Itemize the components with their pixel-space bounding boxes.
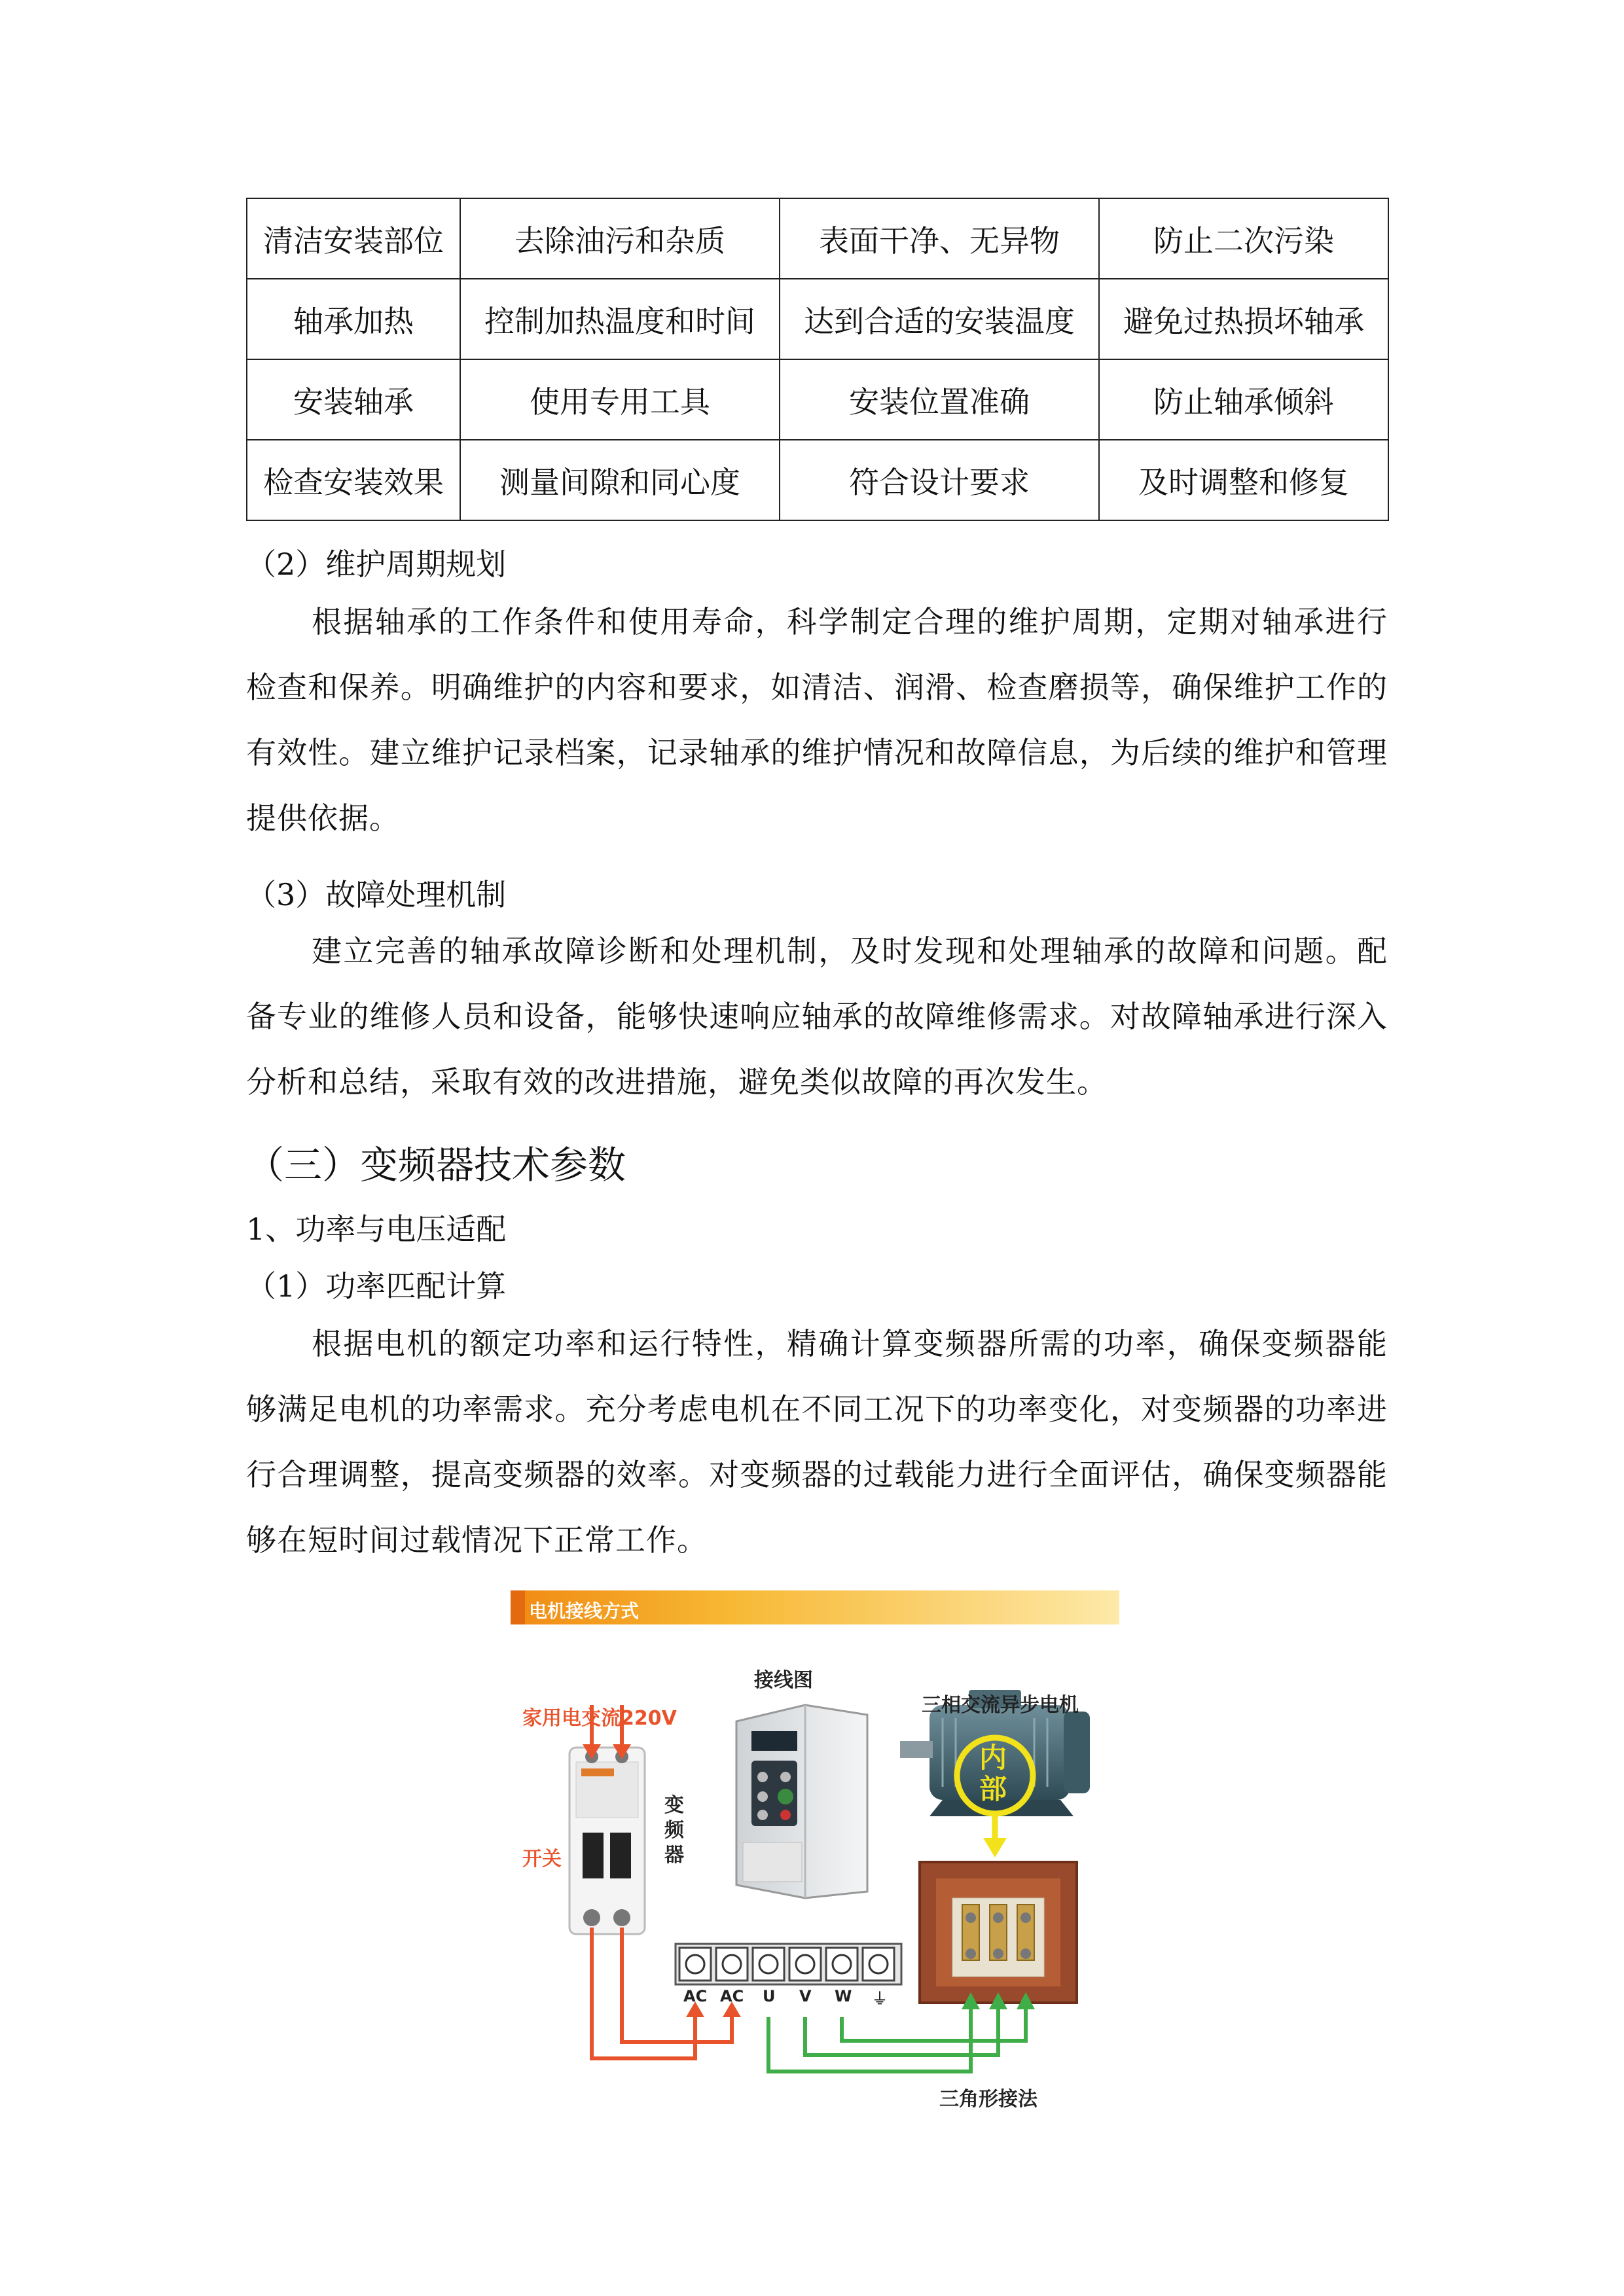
paragraph-power-matching: 根据电机的额定功率和运行特性，精确计算变频器所需的功率，确保变频器能够满足电机的功率需求。充分考虑电机在不同工况下的功率变化，对变频器的功率进行合理调整，提高变频器的效率。对变频器的过载能力进行全面评估，确保变频器能够在短时间过载情况下正常工作。 (246, 1326, 1388, 1558)
table-cell: 安装位置准确 (780, 359, 1099, 440)
motor-terminal-box-drawing (920, 1862, 1077, 2003)
table-cell: 及时调整和修复 (1099, 440, 1388, 520)
table-cell: 检查安装效果 (247, 440, 460, 520)
table-cell: 使用专用工具 (460, 359, 780, 440)
inverter-label: 变频器 (664, 1794, 684, 1867)
terminal-label-w: W (835, 1987, 852, 2005)
delta-connection-label: 三角形接法 (939, 2088, 1038, 2111)
table-row (247, 359, 1388, 440)
table-cell: 防止轴承倾斜 (1099, 359, 1388, 440)
bearing-install-table (246, 198, 1389, 521)
switch-label: 开关 (522, 1848, 562, 1871)
table-cell: 轴承加热 (247, 279, 460, 359)
table-row (247, 198, 1388, 279)
chapter-title: （三）变频器技术参数 (246, 1143, 626, 1187)
table-cell: 清洁安装部位 (247, 198, 460, 279)
terminal-label-v: V (799, 1987, 812, 2005)
motor-output-wires (768, 2003, 1026, 2072)
table-cell: 达到合适的安装温度 (780, 279, 1099, 359)
terminal-label-ac2: AC (720, 1987, 744, 2005)
table-cell: 防止二次污染 (1099, 198, 1388, 279)
table-row (247, 440, 1388, 520)
terminal-label-u: U (763, 1987, 776, 2005)
subheading-power-matching: （1）功率匹配计算 (246, 1268, 507, 1304)
table-row (247, 279, 1388, 359)
section-heading-fault-handling: （3）故障处理机制 (246, 877, 507, 912)
subheading-power-voltage: 1、功率与电压适配 (246, 1211, 507, 1247)
table-cell: 控制加热温度和时间 (460, 279, 780, 359)
wiring-diagram-label: 接线图 (754, 1669, 813, 1692)
table-cell: 避免过热损坏轴承 (1099, 279, 1388, 359)
ground-icon: ⏚ (872, 1990, 888, 2008)
table-cell: 符合设计要求 (780, 440, 1099, 520)
table-cell: 测量间隙和同心度 (460, 440, 780, 520)
supply-voltage-label: 家用电交流220V (522, 1707, 677, 1730)
inside-label: 内部 (979, 1742, 1007, 1805)
motor-label: 三相交流异步电机 (922, 1694, 1079, 1717)
table-cell: 表面干净、无异物 (780, 198, 1099, 279)
table-cell: 去除油污和杂质 (460, 198, 780, 279)
paragraph-fault-handling: 建立完善的轴承故障诊断和处理机制，及时发现和处理轴承的故障和问题。配备专业的维修人员和设备，能够快速响应轴承的故障维修需求。对故障轴承进行深入分析和总结，采取有效的改进措施，避免类似故障的再次发生。 (246, 933, 1388, 1100)
figure-banner-title: 电机接线方式 (529, 1600, 640, 1622)
breaker-switch-drawing (569, 1748, 645, 1934)
table-cell: 安装轴承 (247, 359, 460, 440)
inverter-drawing (736, 1705, 867, 1898)
section-heading-maintenance-cycle: （2）维护周期规划 (246, 547, 507, 582)
inverter-terminal-strip (676, 1944, 901, 1984)
wiring-diagram-figure (511, 1590, 1119, 2111)
terminal-label-ac1: AC (683, 1987, 708, 2005)
wiring-diagram-graphic (511, 1590, 1119, 2101)
paragraph-maintenance-cycle: 根据轴承的工作条件和使用寿命，科学制定合理的维护周期，定期对轴承进行检查和保养。明确维护的内容和要求，如清洁、润滑、检查磨损等，确保维护工作的有效性。建立维护记录档案，记录轴承的维护情况和故障信息，为后续的维护和管理提供依据。 (246, 604, 1388, 836)
